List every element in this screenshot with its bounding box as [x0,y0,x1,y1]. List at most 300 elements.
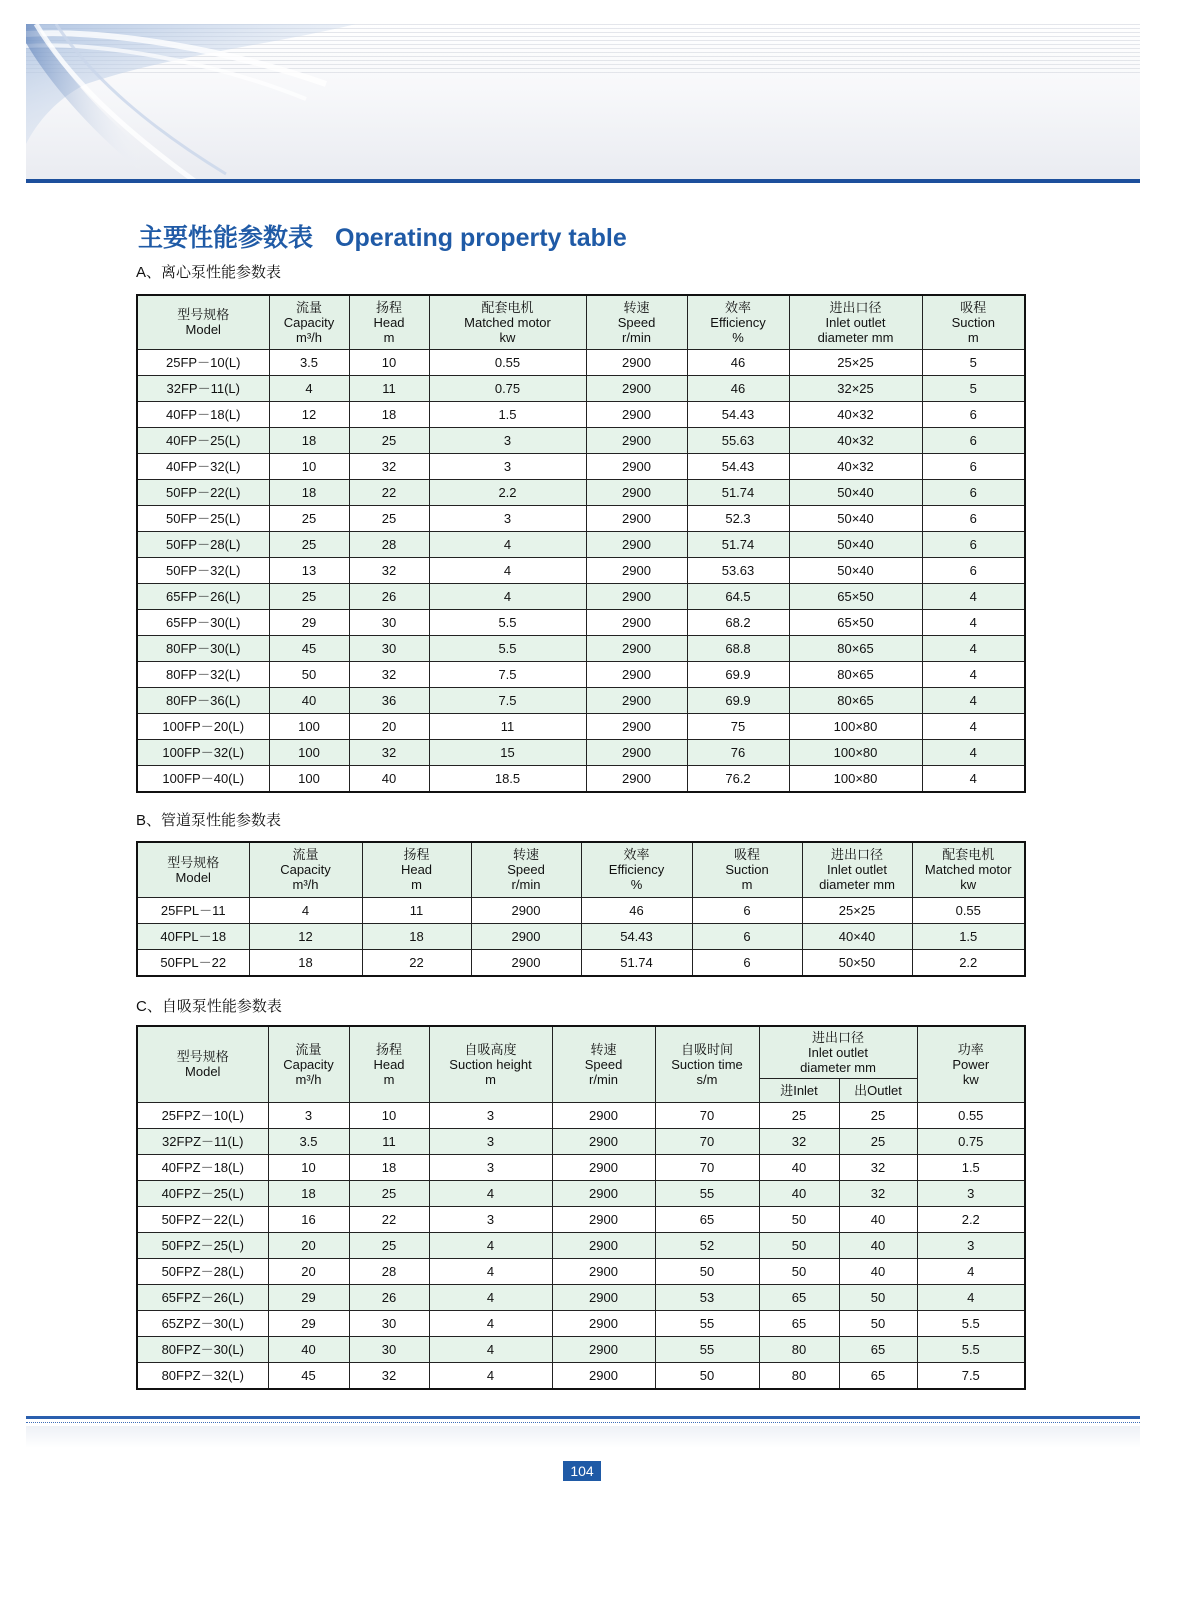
table-cell: 6 [922,557,1025,583]
header-line: 转速 [590,1041,617,1057]
table-cell: 2900 [471,897,581,923]
header-line: Inlet outlet [827,862,887,878]
table-cell: 2900 [586,427,687,453]
table-cell: 30 [349,1310,429,1336]
model-cell: 40FP－18(L) [137,401,269,427]
table-cell: 4 [429,1362,552,1389]
table-cell: 6 [922,505,1025,531]
model-cell: 65FP－30(L) [137,609,269,635]
table-cell: 40 [269,687,349,713]
table-cell: 6 [922,479,1025,505]
table-cell: 2900 [552,1206,655,1232]
table-cell: 3.5 [269,349,349,375]
table-cell: 29 [268,1310,349,1336]
table-cell: 4 [429,1232,552,1258]
table-cell: 5.5 [429,609,586,635]
table-cell: 50×40 [789,531,922,557]
table-cell: 11 [349,375,429,401]
table-cell: 2900 [586,479,687,505]
table-cell: 4 [922,713,1025,739]
header-line: 效率 [623,847,650,863]
table-cell: 30 [349,635,429,661]
table-cell: 2900 [586,505,687,531]
header-line: m [741,877,753,893]
table-row [137,609,1025,635]
model-cell: 50FPZ－28(L) [137,1258,268,1284]
table-cell: 22 [362,949,471,976]
header-line: 配套电机 [942,847,995,863]
table-cell: 25 [349,427,429,453]
table-cell: 12 [249,923,362,949]
table-cell: 65×50 [789,583,922,609]
header-line: m [967,329,979,345]
page-title [138,218,627,254]
model-cell: 40FP－25(L) [137,427,269,453]
header-line: m³/h [292,877,319,893]
header-line: Inlet outlet [808,1044,868,1060]
header-line: Head [400,862,433,878]
header-line: Head [373,1056,405,1072]
table-cell: 4 [429,1310,552,1336]
table-cell: 100 [269,765,349,792]
table-cell: 3.5 [268,1128,349,1154]
table-cell: 2900 [586,713,687,739]
header-line: 扬程 [375,299,402,315]
table-cell: 18.5 [429,765,586,792]
banner-swirl-graphic [26,24,356,182]
model-cell: 80FP－32(L) [137,661,269,687]
table-cell: 40 [268,1336,349,1362]
outlet-subheader: 出Outlet [839,1078,917,1102]
table-cell: 2900 [586,739,687,765]
table-cell: 4 [429,1258,552,1284]
model-cell: 65ZPZ－30(L) [137,1310,268,1336]
table-cell: 65 [839,1336,917,1362]
table-cell: 6 [922,531,1025,557]
table-cell: 11 [362,897,471,923]
model-cell: 40FPZ－18(L) [137,1154,268,1180]
table-cell: 69.9 [687,661,789,687]
header-line: Head [373,314,405,330]
section-a-label: A、离心泵性能参数表 [136,264,282,281]
table-cell: 2900 [586,349,687,375]
section_b-header-7 [912,842,1025,897]
header-line: Speed [507,862,545,878]
pipeline-pump-table [136,841,1026,977]
table-cell: 20 [349,713,429,739]
table-row [137,923,1025,949]
table-cell: 64.5 [687,583,789,609]
table-cell: 3 [429,505,586,531]
table-cell: 6 [922,401,1025,427]
table-cell: 46 [687,349,789,375]
header-line: Suction time [671,1056,743,1072]
table-cell: 50 [839,1284,917,1310]
table-row [137,1102,1025,1128]
table-cell: 11 [349,1128,429,1154]
model-cell: 50FPZ－22(L) [137,1206,268,1232]
header-line: Speed [584,1056,623,1072]
header-line: Model [185,322,221,338]
section_c-header-0 [137,1026,268,1102]
table-row [137,583,1025,609]
table-cell: 50 [759,1206,839,1232]
header-line: Suction height [449,1056,532,1072]
centrifugal-pump-table [136,294,1026,793]
table-cell: 4 [249,897,362,923]
table-cell: 80×65 [789,687,922,713]
table-cell: 18 [349,401,429,427]
header-line: diameter mm [800,1059,876,1075]
table-cell: 2900 [471,949,581,976]
table-cell: 50 [759,1258,839,1284]
table-cell: 22 [349,1206,429,1232]
section_b-header-3 [471,842,581,897]
table-cell: 3 [429,1206,552,1232]
header-line: 进出口径 [830,847,883,863]
table-cell: 25 [349,1180,429,1206]
table-cell: 100 [269,713,349,739]
section_b-header-4 [581,842,692,897]
table-row [137,1362,1025,1389]
table-cell: 2900 [586,375,687,401]
footer-dotted-rule [26,1422,1140,1423]
header-line: 进出口径 [829,299,882,315]
header-rule [26,179,1140,183]
section_a-header-7 [922,295,1025,349]
table-row [137,765,1025,792]
table-cell: 2900 [552,1180,655,1206]
table-cell: 5.5 [429,635,586,661]
table-cell: 5.5 [917,1336,1025,1362]
header-line: 扬程 [403,847,430,863]
table-cell: 36 [349,687,429,713]
table-row [137,661,1025,687]
table-cell: 3 [917,1232,1025,1258]
header-line: 功率 [957,1041,984,1057]
table-cell: 3 [429,453,586,479]
table-cell: 15 [429,739,586,765]
table-cell: 18 [269,479,349,505]
header-line: Efficiency [608,862,665,878]
table-row [137,479,1025,505]
header-line: Capacity [280,862,331,878]
model-cell: 32FPZ－11(L) [137,1128,268,1154]
header-line: r/min [622,329,651,345]
table-row [137,1128,1025,1154]
table-cell: 4 [922,739,1025,765]
table-cell: 100×80 [789,765,922,792]
table-cell: 7.5 [917,1362,1025,1389]
table-cell: 70 [655,1154,759,1180]
header-line: 型号规格 [177,307,230,323]
table-cell: 25 [269,505,349,531]
section_b-header-6 [802,842,912,897]
header-line: r/min [589,1071,618,1087]
table-row [137,505,1025,531]
table-cell: 29 [268,1284,349,1310]
header-line: Model [175,869,211,885]
table-cell: 25 [349,505,429,531]
header-line: Model [185,1064,221,1080]
table-cell: 32 [759,1128,839,1154]
table-cell: 2900 [586,557,687,583]
model-cell: 50FP－28(L) [137,531,269,557]
table-cell: 65 [759,1310,839,1336]
header-line: r/min [511,877,541,893]
table-cell: 26 [349,583,429,609]
model-cell: 50FPL－22 [137,949,249,976]
table-row [137,739,1025,765]
table-cell: 40×32 [789,427,922,453]
header-line: m [383,329,395,345]
header-line: % [630,877,643,893]
table-cell: 2900 [552,1284,655,1310]
table-cell: 53.63 [687,557,789,583]
section_a-header-5 [687,295,789,349]
table-cell: 2900 [586,661,687,687]
table-cell: 51.74 [581,949,692,976]
table-cell: 6 [692,897,802,923]
header-line: Capacity [283,1056,334,1072]
table-cell: 80 [759,1362,839,1389]
model-cell: 100FP－40(L) [137,765,269,792]
table-cell: 50×40 [789,557,922,583]
section_a-header-2 [349,295,429,349]
table-cell: 50×40 [789,479,922,505]
table-cell: 52.3 [687,505,789,531]
table-row [137,531,1025,557]
table-row [137,949,1025,976]
table-row [137,349,1025,375]
table-cell: 46 [581,897,692,923]
table-cell: 10 [269,453,349,479]
table-row [137,1206,1025,1232]
table-cell: 6 [922,427,1025,453]
table-cell: 2900 [552,1336,655,1362]
table-cell: 50 [655,1362,759,1389]
table-cell: 76.2 [687,765,789,792]
header-line: 自吸时间 [680,1041,733,1057]
header-line: diameter mm [817,329,894,345]
table-cell: 3 [429,1128,552,1154]
header-line: 扬程 [375,1041,402,1057]
table-row [137,1310,1025,1336]
table-cell: 70 [655,1102,759,1128]
section_b-header-2 [362,842,471,897]
table-cell: 3 [429,427,586,453]
model-cell: 100FP－20(L) [137,713,269,739]
table-cell: 4 [922,609,1025,635]
table-cell: 4 [429,531,586,557]
table-cell: 4 [429,1284,552,1310]
header-line: diameter mm [819,877,895,893]
table-cell: 0.55 [917,1102,1025,1128]
section_c-header-2 [349,1026,429,1102]
table-cell: 40 [839,1258,917,1284]
section_a-header-3 [429,295,586,349]
table-cell: 18 [249,949,362,976]
table-cell: 65 [655,1206,759,1232]
model-cell: 25FPZ－10(L) [137,1102,268,1128]
table-cell: 50 [839,1310,917,1336]
table-cell: 55 [655,1336,759,1362]
table-cell: 4 [429,1336,552,1362]
table-cell: 6 [692,923,802,949]
table-cell: 50 [655,1258,759,1284]
table-cell: 68.8 [687,635,789,661]
header-line: Suction [951,314,995,330]
table-cell: 2900 [586,609,687,635]
table-cell: 32 [349,453,429,479]
table-cell: 32 [839,1154,917,1180]
table-cell: 2900 [586,765,687,792]
table-cell: 0.75 [917,1128,1025,1154]
table-cell: 53 [655,1284,759,1310]
section_b-header-1 [249,842,362,897]
table-cell: 2900 [552,1258,655,1284]
table-cell: 50 [269,661,349,687]
table-cell: 54.43 [687,401,789,427]
header-banner [26,24,1140,182]
table-cell: 4 [922,583,1025,609]
header-line: Efficiency [710,314,766,330]
table-cell: 7.5 [429,687,586,713]
table-cell: 40×40 [802,923,912,949]
table-cell: 4 [429,557,586,583]
table-cell: 75 [687,713,789,739]
section_b-header-0 [137,842,249,897]
table-cell: 30 [349,1336,429,1362]
table-cell: 25 [269,531,349,557]
table-cell: 1.5 [912,923,1025,949]
table-cell: 50 [759,1232,839,1258]
section_c-header-4 [552,1026,655,1102]
table-cell: 4 [429,583,586,609]
table-cell: 45 [268,1362,349,1389]
section_c-header-5 [655,1026,759,1102]
section_a-header-1 [269,295,349,349]
model-cell: 32FP－11(L) [137,375,269,401]
section_c-header-6 [759,1026,917,1078]
table-cell: 54.43 [581,923,692,949]
table-cell: 2900 [552,1102,655,1128]
table-cell: 5 [922,375,1025,401]
page-title-en: Operating property table [335,224,627,252]
table-cell: 65×50 [789,609,922,635]
header-line: kw [499,329,516,345]
header-line: 流量 [295,1041,322,1057]
table-cell: 70 [655,1128,759,1154]
table-row [137,635,1025,661]
model-cell: 25FPL－11 [137,897,249,923]
table-cell: 18 [362,923,471,949]
model-cell: 80FPZ－32(L) [137,1362,268,1389]
table-cell: 2900 [586,401,687,427]
model-cell: 40FPL－18 [137,923,249,949]
table-cell: 25 [839,1102,917,1128]
section_c-header-3 [429,1026,552,1102]
header-line: 自吸高度 [464,1041,517,1057]
model-cell: 65FP－26(L) [137,583,269,609]
table-row [137,453,1025,479]
table-cell: 55.63 [687,427,789,453]
table-cell: 46 [687,375,789,401]
table-cell: 3 [268,1102,349,1128]
table-row [137,427,1025,453]
table-cell: 2900 [586,453,687,479]
section-b-label: B、管道泵性能参数表 [136,812,282,829]
model-cell: 80FPZ－30(L) [137,1336,268,1362]
table-cell: 2900 [471,923,581,949]
section_a-header-0 [137,295,269,349]
table-cell: 10 [268,1154,349,1180]
table-cell: 2.2 [917,1206,1025,1232]
table-row [137,1336,1025,1362]
table-cell: 2900 [552,1232,655,1258]
table-cell: 13 [269,557,349,583]
table-cell: 55 [655,1180,759,1206]
table-cell: 10 [349,349,429,375]
header-line: Capacity [283,314,335,330]
header-line: m [383,1071,395,1087]
model-cell: 50FPZ－25(L) [137,1232,268,1258]
table-cell: 40×32 [789,401,922,427]
table-cell: 25 [759,1102,839,1128]
header-line: % [732,329,744,345]
header-line: Speed [617,314,656,330]
table-cell: 20 [268,1232,349,1258]
table-cell: 32 [349,557,429,583]
table-cell: 32 [349,1362,429,1389]
model-cell: 50FP－32(L) [137,557,269,583]
table-cell: 52 [655,1232,759,1258]
table-cell: 54.43 [687,453,789,479]
header-line: Inlet outlet [825,314,886,330]
table-cell: 18 [349,1154,429,1180]
footer-rule [26,1416,1140,1419]
table-row [137,713,1025,739]
table-row [137,1258,1025,1284]
table-cell: 25×25 [789,349,922,375]
table-cell: 16 [268,1206,349,1232]
table-cell: 28 [349,1258,429,1284]
section_a-header-4 [586,295,687,349]
table-cell: 26 [349,1284,429,1310]
section_c-header-1 [268,1026,349,1102]
table-cell: 12 [269,401,349,427]
table-cell: 4 [917,1258,1025,1284]
table-cell: 50×50 [802,949,912,976]
table-row [137,1232,1025,1258]
table-row [137,897,1025,923]
table-cell: 6 [692,949,802,976]
table-cell: 100 [269,739,349,765]
table-cell: 7.5 [429,661,586,687]
table-cell: 80×65 [789,635,922,661]
model-cell: 50FP－22(L) [137,479,269,505]
table-cell: 40×32 [789,453,922,479]
table-cell: 1.5 [429,401,586,427]
table-cell: 4 [922,635,1025,661]
table-cell: 10 [349,1102,429,1128]
table-cell: 22 [349,479,429,505]
table-cell: 50×40 [789,505,922,531]
header-line: 效率 [724,299,751,315]
table-cell: 3 [429,1154,552,1180]
table-cell: 4 [917,1284,1025,1310]
header-line: s/m [696,1071,718,1087]
